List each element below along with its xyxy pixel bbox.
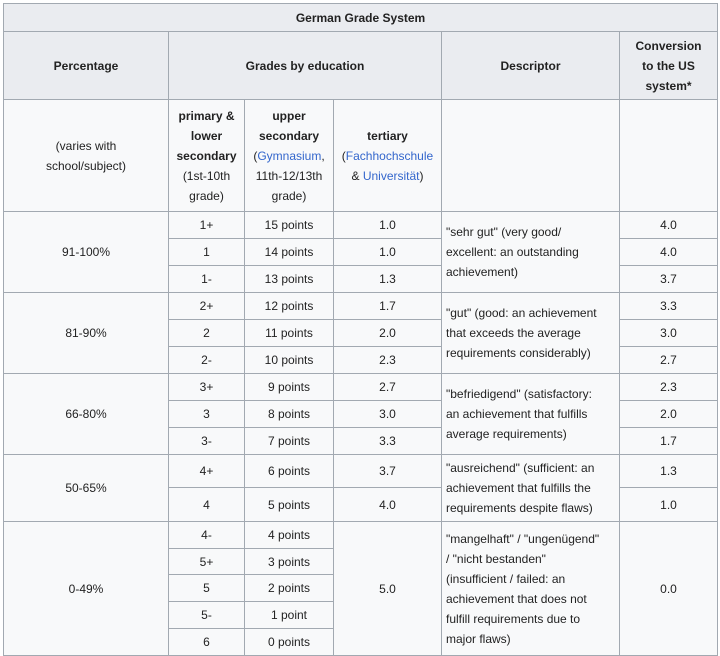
descriptor-cell: "ausreichend" (sufficient: an achievement that fulfills the requirements despite flaws): [442, 455, 620, 522]
grade-cell: 2+: [169, 293, 245, 320]
tertiary-cell: 2.3: [334, 347, 442, 374]
tertiary-cell: 1.7: [334, 293, 442, 320]
percentage-cell: 81-90%: [4, 293, 169, 374]
table-row: [4, 293, 718, 320]
us-conversion-cell: 1.0: [620, 488, 718, 522]
points-cell: 8 points: [245, 401, 334, 428]
points-cell: 12 points: [245, 293, 334, 320]
us-conversion-cell: 2.0: [620, 401, 718, 428]
points-cell: 6 points: [245, 455, 334, 488]
table-row: [4, 374, 718, 401]
table-title: German Grade System: [4, 4, 718, 32]
points-cell: 0 points: [245, 629, 334, 656]
subheader-primary: primary & lower secondary (1st-10th grade): [169, 100, 245, 212]
header-descriptor: Descriptor: [442, 32, 620, 100]
points-cell: 11 points: [245, 320, 334, 347]
grade-cell: 6: [169, 629, 245, 656]
grade-cell: 1+: [169, 212, 245, 239]
grade-cell: 4+: [169, 455, 245, 488]
grade-cell: 5+: [169, 549, 245, 575]
us-conversion-cell: 0.0: [620, 522, 718, 656]
percentage-cell: 91-100%: [4, 212, 169, 293]
tertiary-cell: 1.0: [334, 239, 442, 266]
tertiary-cell: 3.7: [334, 455, 442, 488]
header-conversion: Conversion to the US system*: [620, 32, 718, 100]
grade-cell: 4-: [169, 522, 245, 549]
tertiary-cell: 5.0: [334, 522, 442, 656]
grade-cell: 1-: [169, 266, 245, 293]
descriptor-cell: "sehr gut" (very good/ excellent: an outstanding achievement): [442, 212, 620, 293]
points-cell: 4 points: [245, 522, 334, 549]
tertiary-cell: 2.7: [334, 374, 442, 401]
gymnasium-link[interactable]: Gymnasium: [257, 148, 322, 163]
grade-cell: 3+: [169, 374, 245, 401]
grade-cell: 5: [169, 575, 245, 602]
percentage-cell: 50-65%: [4, 455, 169, 522]
points-cell: 13 points: [245, 266, 334, 293]
german-grade-table: [3, 3, 718, 656]
grade-cell: 4: [169, 488, 245, 522]
points-cell: 2 points: [245, 575, 334, 602]
header-percentage: Percentage: [4, 32, 169, 100]
grade-cell: 2: [169, 320, 245, 347]
grade-cell: 1: [169, 239, 245, 266]
header-grades-by-education: Grades by education: [169, 32, 442, 100]
subheader-conversion-empty: [620, 100, 718, 212]
tertiary-cell: 2.0: [334, 320, 442, 347]
points-cell: 3 points: [245, 549, 334, 575]
points-cell: 14 points: [245, 239, 334, 266]
us-conversion-cell: 3.0: [620, 320, 718, 347]
points-cell: 10 points: [245, 347, 334, 374]
grade-cell: 3: [169, 401, 245, 428]
universitat-link[interactable]: Universität: [362, 168, 420, 183]
subheader-upper-secondary: upper secondary (Gymnasium, 11th-12/13th grade): [245, 100, 334, 212]
us-conversion-cell: 1.7: [620, 428, 718, 455]
percentage-cell: 66-80%: [4, 374, 169, 455]
tertiary-cell: 4.0: [334, 488, 442, 522]
us-conversion-cell: 4.0: [620, 239, 718, 266]
points-cell: 1 point: [245, 602, 334, 629]
grade-cell: 3-: [169, 428, 245, 455]
us-conversion-cell: 4.0: [620, 212, 718, 239]
points-cell: 15 points: [245, 212, 334, 239]
descriptor-cell: "befriedigend" (satisfactory: an achievement that fulfills average requirements): [442, 374, 620, 455]
descriptor-cell: "mangelhaft" / "ungenügend" / "nicht bestanden" (insufficient / failed: an achievement that does not fulfill requirements due to major flaws): [442, 522, 620, 656]
descriptor-cell: "gut" (good: an achievement that exceeds the average requirements considerably): [442, 293, 620, 374]
grade-cell: 5-: [169, 602, 245, 629]
points-cell: 7 points: [245, 428, 334, 455]
table-row: [4, 522, 718, 549]
tertiary-cell: 1.3: [334, 266, 442, 293]
tertiary-cell: 1.0: [334, 212, 442, 239]
us-conversion-cell: 2.3: [620, 374, 718, 401]
subheader-tertiary: tertiary (Fachhochschule & Universität): [334, 100, 442, 212]
table-row: [4, 455, 718, 488]
percentage-note: (varies with school/subject): [4, 100, 169, 212]
percentage-cell: 0-49%: [4, 522, 169, 656]
points-cell: 9 points: [245, 374, 334, 401]
points-cell: 5 points: [245, 488, 334, 522]
grade-cell: 2-: [169, 347, 245, 374]
fachhochschule-link[interactable]: Fachhochschule: [345, 148, 434, 163]
subheader-descriptor-empty: [442, 100, 620, 212]
us-conversion-cell: 3.7: [620, 266, 718, 293]
us-conversion-cell: 3.3: [620, 293, 718, 320]
us-conversion-cell: 1.3: [620, 455, 718, 488]
table-row: [4, 212, 718, 239]
tertiary-cell: 3.3: [334, 428, 442, 455]
us-conversion-cell: 2.7: [620, 347, 718, 374]
tertiary-cell: 3.0: [334, 401, 442, 428]
